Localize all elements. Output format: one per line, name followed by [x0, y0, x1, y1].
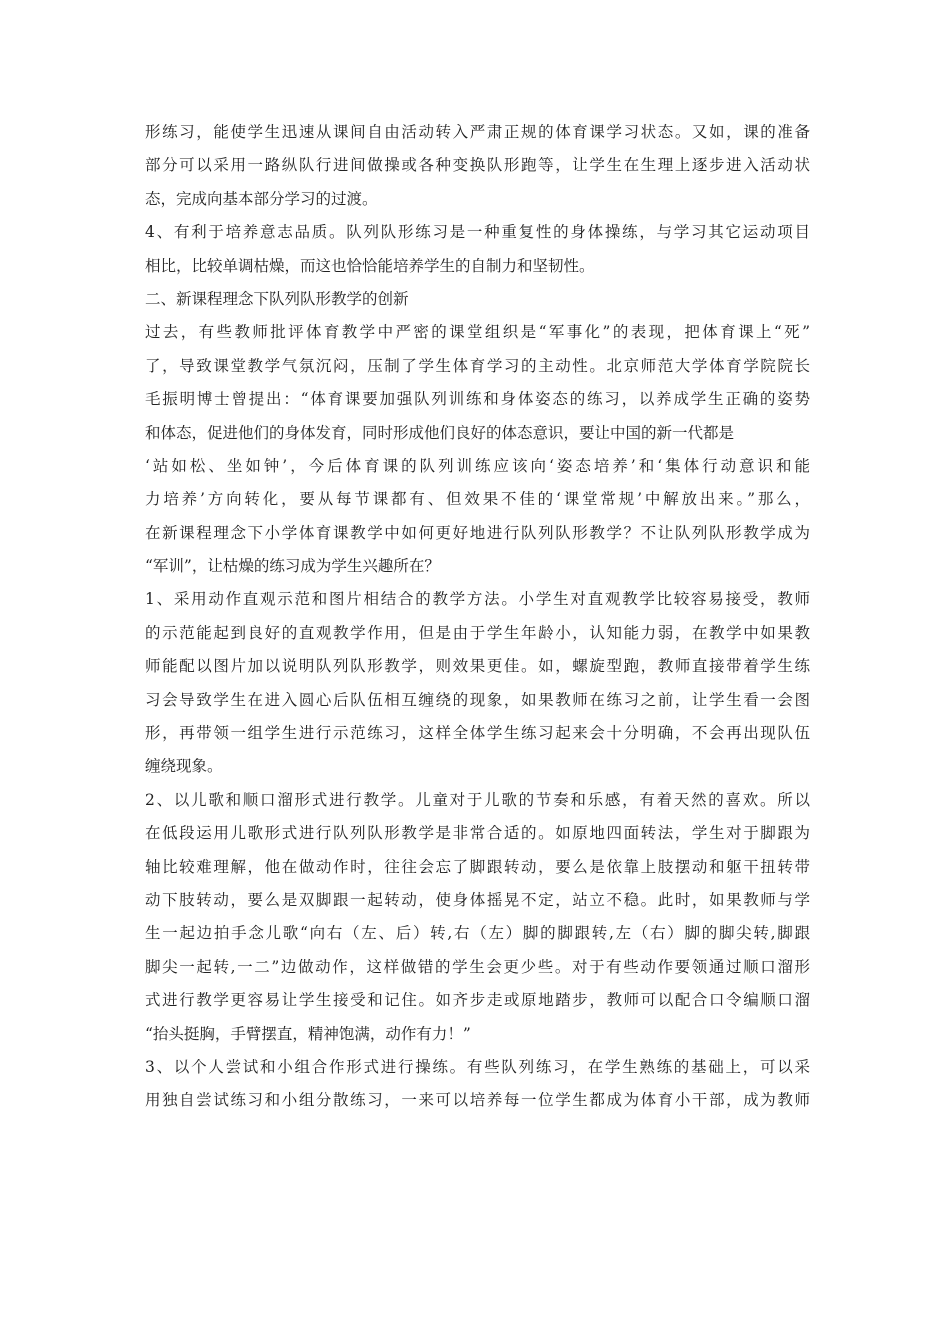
text-line: “军训”，让枯燥的练习成为学生兴趣所在？	[145, 557, 440, 576]
text-line: 4、有利于培养意志品质。队列队形练习是一种重复性的身体操练，与学习其它运动项目	[145, 223, 810, 242]
text-line: 在新课程理念下小学体育课教学中如何更好地进行队列队形教学？不让队列队形教学成为	[145, 523, 810, 542]
text-line: 用独自尝试练习和小组分散练习，一来可以培养每一位学生都成为体育小干部，成为教师	[145, 1091, 810, 1110]
text-line: ‘站如松、坐如钟’，今后体育课的队列训练应该向‘姿态培养’和‘集体行动意识和能	[145, 456, 810, 475]
text-line: 毛振明博士曾提出：“体育课要加强队列训练和身体姿态的练习，以养成学生正确的姿势	[145, 390, 810, 409]
text-line: 缠绕现象。	[145, 757, 223, 776]
text-line: 习会导致学生在进入圆心后队伍相互缠绕的现象，如果教师在练习之前，让学生看一会图	[145, 690, 810, 709]
text-line: 相比，比较单调枯燥，而这也恰恰能培养学生的自制力和坚韧性。	[145, 256, 595, 275]
section-heading: 二、新课程理念下队列队形教学的创新	[145, 289, 409, 308]
text-line: 动下肢转动，要么是双脚跟一起转动，使身体摇晃不定，站立不稳。此时，如果教师与学	[145, 890, 810, 909]
text-line: 的示范能起到良好的直观教学作用，但是由于学生年龄小，认知能力弱，在教学中如果教	[145, 623, 810, 642]
text-line: 态，完成向基本部分学习的过渡。	[145, 189, 378, 208]
text-line: 力培养’方向转化，要从每节课都有、但效果不佳的‘课堂常规’中解放出来。”那么，	[145, 490, 810, 509]
text-line: 3、以个人尝试和小组合作形式进行操练。有些队列练习，在学生熟练的基础上，可以采	[145, 1057, 810, 1076]
text-line: “抬头挺胸，手臂摆直，精神饱满，动作有力！”	[145, 1024, 471, 1043]
text-line: 过去，有些教师批评体育教学中严密的课堂组织是“军事化”的表现，把体育课上“死”	[145, 323, 810, 342]
text-line: 形练习，能使学生迅速从课间自由活动转入严肃正规的体育课学习状态。又如，课的准备	[145, 123, 810, 141]
document-body	[145, 116, 810, 1118]
text-line: 部分可以采用一路纵队行进间做操或各种变换队形跑等，让学生在生理上逐步进入活动状	[145, 156, 810, 175]
text-line: 形，再带领一组学生进行示范练习，这样全体学生练习起来会十分明确，不会再出现队伍	[145, 724, 810, 743]
text-line: 式进行教学更容易让学生接受和记住。如齐步走或原地踏步，教师可以配合口令编顺口溜	[145, 991, 810, 1010]
text-line: 1、采用动作直观示范和图片相结合的教学方法。小学生对直观教学比较容易接受，教师	[145, 590, 810, 609]
text-line: 在低段运用儿歌形式进行队列队形教学是非常合适的。如原地四面转法，学生对于脚跟为	[145, 824, 810, 843]
text-line: 轴比较难理解，他在做动作时，往往会忘了脚跟转动，要么是依靠上肢摆动和躯干扭转带	[145, 857, 810, 876]
text-line: 了，导致课堂教学气氛沉闷，压制了学生体育学习的主动性。北京师范大学体育学院院长	[145, 356, 810, 375]
text-line: 2、以儿歌和顺口溜形式进行教学。儿童对于儿歌的节奏和乐感，有着天然的喜欢。所以	[145, 790, 810, 809]
text-line: 师能配以图片加以说明队列队形教学，则效果更佳。如，螺旋型跑，教师直接带着学生练	[145, 657, 810, 676]
text-line: 脚尖一起转,一二”边做动作，这样做错的学生会更少些。对于有些动作要领通过顺口溜形	[145, 957, 810, 976]
text-line: 生一起边拍手念儿歌“向右（左、后）转,右（左）脚的脚跟转,左（右）脚的脚尖转,脚跟	[145, 924, 810, 943]
text-line: 和体态，促进他们的身体发育，同时形成他们良好的体态意识，要让中国的新一代都是	[145, 423, 735, 442]
